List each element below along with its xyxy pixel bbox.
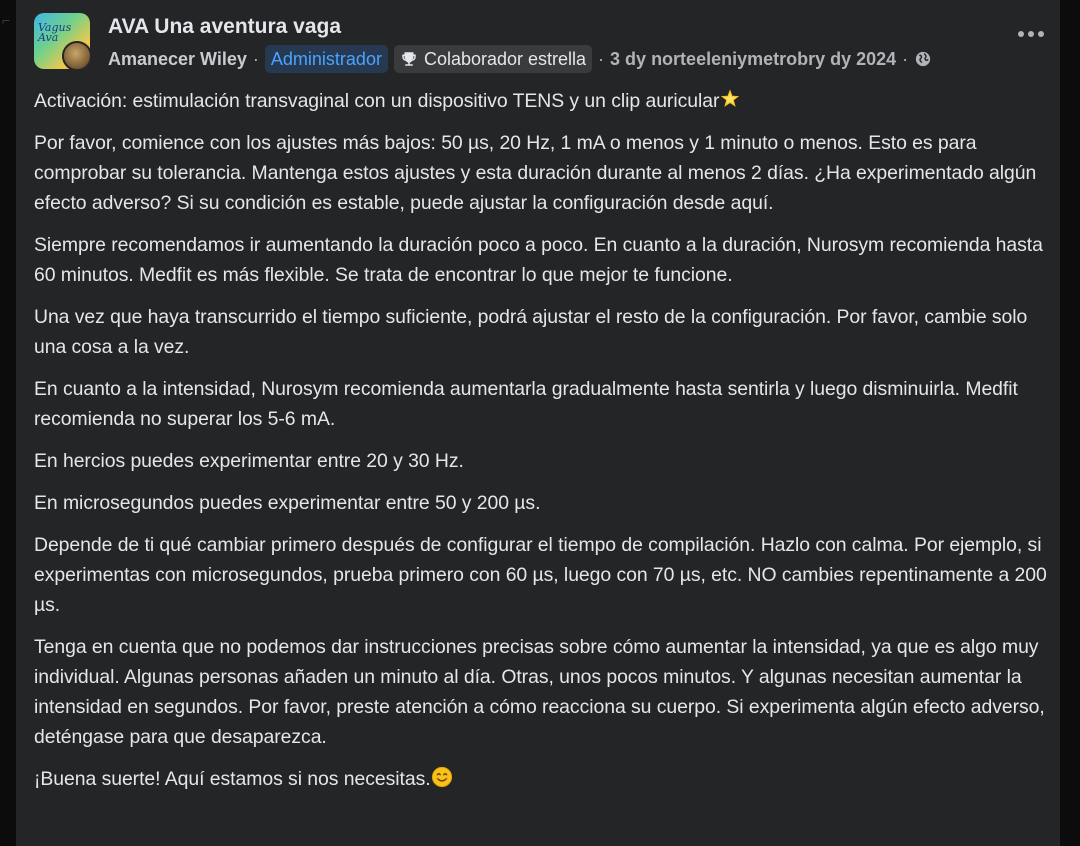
star-badge-label: Colaborador estrella bbox=[423, 48, 587, 69]
post-meta bbox=[108, 44, 932, 74]
author-avatar[interactable] bbox=[62, 41, 90, 69]
post-paragraph: Depende de ti qué cambiar primero después de configurar el tiempo de compilación. Hazlo con calma. Por ejemplo, si experimentas con microsegundos, prueba primero con 60 µs, luego con 70 µs, etc. NO cambies repentinamente a 200 µs. bbox=[34, 534, 1047, 616]
star-contributor-badge[interactable] bbox=[394, 45, 592, 73]
post-header bbox=[16, 0, 1060, 84]
more-horizontal-icon[interactable] bbox=[1014, 24, 1048, 44]
globe-icon[interactable] bbox=[914, 50, 932, 68]
post-paragraph: En microsegundos puedes experimentar entre 50 y 200 µs. bbox=[34, 492, 541, 514]
post-date-link[interactable]: 3 dy norteeleniymetrobry dy 2024 bbox=[610, 48, 897, 69]
author-name-link[interactable]: Amanecer Wiley bbox=[108, 48, 247, 69]
smiling-face-emoji bbox=[431, 766, 453, 788]
gutter-glyph: ⌐ bbox=[2, 12, 11, 28]
admin-badge-label: Administrador bbox=[270, 48, 382, 69]
post-paragraph: Tenga en cuenta que no podemos dar instrucciones precisas sobre cómo aumentar la intensidad, ya que es algo muy individual. Algunas personas añaden un minuto al día. Otras, unos pocos minutos. Y algunas necesitan aumentar la intensidad en segundos. Por favor, preste atención a cómo reacciona su cuerpo. Si experimenta algún efecto adverso, deténgase para que desaparezca. bbox=[34, 636, 1045, 748]
group-name-link[interactable]: AVA Una aventura vaga bbox=[108, 15, 342, 38]
meta-separator: · bbox=[598, 48, 605, 69]
post-paragraph: Una vez que haya transcurrido el tiempo suficiente, podrá ajustar el resto de la configuración. Por favor, cambie solo una cosa a la vez. bbox=[34, 306, 1028, 358]
group-avatar[interactable] bbox=[34, 13, 90, 69]
post-paragraph: Siempre recomendamos ir aumentando la duración poco a poco. En cuanto a la duración, Nurosym recomienda hasta 60 minutos. Medfit es más flexible. Se trata de encontrar lo que mejor te funcione. bbox=[34, 234, 1043, 286]
post-paragraph: Por favor, comience con los ajustes más bajos: 50 µs, 20 Hz, 1 mA o menos y 1 minuto o menos. Esto es para comprobar su tolerancia. Mantenga estos ajustes y esta duración durante al menos 2 días. ¿Ha experimentado algún efecto adverso? Si su condición es estable, puede ajustar la configuración desde aquí. bbox=[34, 132, 1037, 214]
post-paragraph: Activación: estimulación transvaginal con un dispositivo TENS y un clip auricular bbox=[34, 86, 1050, 116]
admin-badge[interactable] bbox=[265, 45, 388, 73]
post-card bbox=[16, 0, 1060, 846]
meta-separator: · bbox=[902, 48, 909, 69]
meta-separator: · bbox=[252, 48, 259, 69]
avatar-logo-text: Vagus Ava bbox=[38, 21, 72, 44]
post-paragraph: ¡Buena suerte! Aquí estamos si nos necesitas. bbox=[34, 764, 1050, 794]
post-body bbox=[34, 86, 1050, 806]
left-gutter bbox=[0, 0, 16, 846]
glowing-star-emoji bbox=[719, 88, 741, 110]
right-gutter bbox=[1060, 0, 1080, 846]
post-paragraph: En hercios puedes experimentar entre 20 y 30 Hz. bbox=[34, 450, 464, 472]
post-paragraph: En cuanto a la intensidad, Nurosym recomienda aumentarla gradualmente hasta sentirla y luego disminuirla. Medfit recomienda no superar los 5-6 mA. bbox=[34, 378, 1018, 430]
trophy-icon bbox=[400, 50, 418, 68]
